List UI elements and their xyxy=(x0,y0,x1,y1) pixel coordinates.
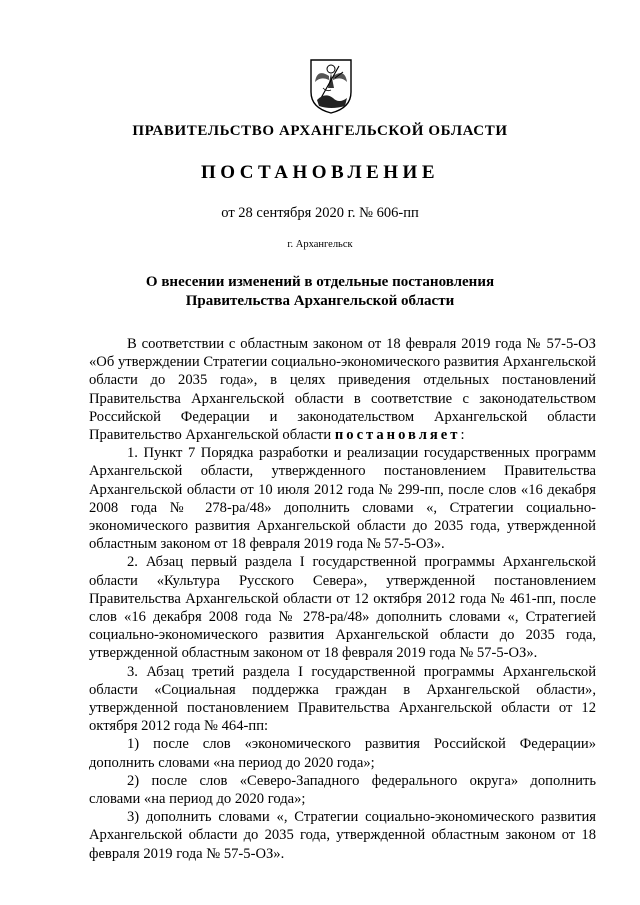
subject-line-1: О внесении изменений в отдельные постановления xyxy=(145,274,495,290)
organization-title: ПРАВИТЕЛЬСТВО АРХАНГЕЛЬСКОЙ ОБЛАСТИ xyxy=(132,123,508,139)
paragraph-3-item-1: 1) после слов «экономического развития Российской Федерации» дополнить словами «на период до 2020 года»; xyxy=(89,736,596,771)
paragraph-3-item-3: 3) дополнить словами «, Стратегии социально-экономического развития Архангельской области до 2035 года, утвержденной областным законом от 18 февраля 2019 года № 57-5-ОЗ». xyxy=(89,809,596,862)
subject-line-2: Правительства Архангельской области xyxy=(185,293,455,309)
intro-text: В соответствии с областным законом от 18 февраля 2019 года № 57-5-ОЗ «Об утверждении Стратегии социально-экономического развития Архангельской области до 2035 года», в целях приведения отдельных постановлений Правительства Архангельской области в соответствие с законодательством Российской Федерации и законодательством Архангельской области Правительство Архангельской области xyxy=(89,336,596,444)
intro-paragraph xyxy=(89,335,596,444)
document-body xyxy=(89,335,596,863)
document-subject xyxy=(0,273,640,311)
paragraph-3-item-2: 2) после слов «Северо-Западного федерального округа» дополнить словами «на период до 2020 года»; xyxy=(89,772,596,808)
city: г. Архангельск xyxy=(287,239,353,250)
paragraph-3: 3. Абзац третий раздела I государственной программы Архангельской области «Социальная поддержка граждан в Архангельской области», утвержденной постановлением Правительства Архангельской области от 12 октября 2012 года № 464-пп: xyxy=(89,663,596,735)
paragraph-2: 2. Абзац первый раздела I государственной программы Архангельской области «Культура Русского Севера», утвержденной постановлением Правительства Архангельской области от 12 октября 2012 года № 461-пп, после слов «16 декабря 2008 года № 278-ра/48» дополнить словами «, Стратегией социально-экономического развития Архангельской области до 2035 года, утвержденной областным законом от 18 февраля 2019 года № 57-5-ОЗ». xyxy=(89,554,596,662)
intro-colon: : xyxy=(460,427,465,444)
coat-of-arms-icon xyxy=(309,58,353,114)
paragraph-1: 1. Пункт 7 Порядка разработки и реализации государственных программ Архангельской области, утвержденного постановлением Правительства Архангельской области от 10 июля 2012 года № 299-пп, после слов «16 декабря 2008 года № 278-ра/48» дополнить словами «, Стратегии социально-экономического развития Архангельской области до 2035 года, утвержденной областным законом от 18 февраля 2019 года № 57-5-ОЗ». xyxy=(89,445,596,553)
date-number: от 28 сентября 2020 г. № 606-пп xyxy=(221,205,419,221)
document-type: ПОСТАНОВЛЕНИЕ xyxy=(200,162,440,183)
resolves-keyword: постановляет xyxy=(334,427,461,444)
